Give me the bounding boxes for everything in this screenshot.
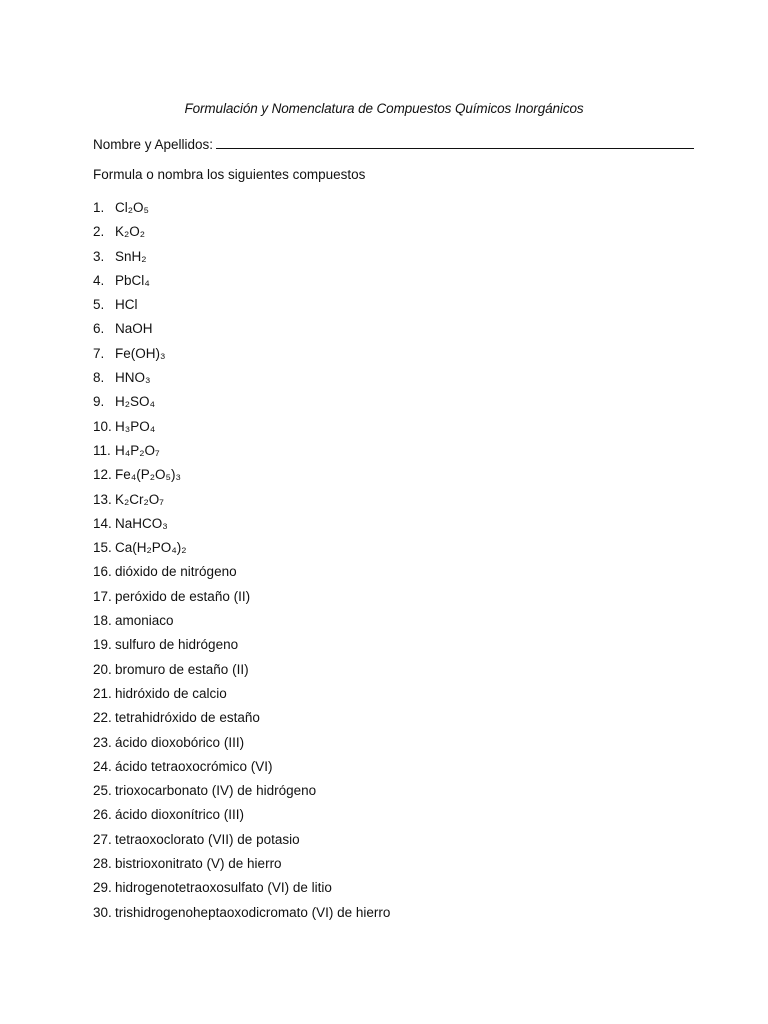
instruction-text: Formula o nombra los siguientes compuestos [93,167,366,182]
item-text: hidrogenotetraoxosulfato (VI) de litio [115,880,332,896]
item-text: Ca(H₂PO₄)₂ [115,540,187,556]
list-item [93,467,390,491]
item-text: HCl [115,297,138,313]
item-text: dióxido de nitrógeno [115,564,237,580]
list-item [93,589,390,613]
item-number: 4. [93,272,105,288]
list-item [93,273,390,297]
item-number: 25. [93,783,112,799]
item-text: Fe(OH)₃ [115,345,166,361]
list-item [93,200,390,224]
item-text: tetrahidróxido de estaño [115,710,260,726]
item-number: 21. [93,685,112,701]
item-text: ácido dioxobórico (III) [115,734,245,750]
list-item [93,613,390,637]
item-number: 2. [93,224,105,240]
item-number: 16. [93,564,112,580]
list-item [93,370,390,394]
list-item [93,540,390,564]
list-item [93,443,390,467]
item-number: 8. [93,370,105,386]
item-number: 26. [93,807,112,823]
list-item [93,832,390,856]
item-number: 18. [93,613,112,629]
item-number: 17. [93,588,112,604]
list-item [93,321,390,345]
item-text: ácido dioxonítrico (III) [115,807,245,823]
list-item [93,880,390,904]
compound-list [93,200,390,929]
item-text: SnH₂ [115,248,147,264]
item-number: 23. [93,734,112,750]
item-text: trishidrogenoheptaoxodicromato (VI) de hierro [115,904,391,920]
item-text: tetraoxoclorato (VII) de potasio [115,831,300,847]
item-text: K₂O₂ [115,224,145,240]
list-item [93,735,390,759]
item-number: 30. [93,904,112,920]
item-text: Cl₂O₅ [115,200,149,215]
item-text: sulfuro de hidrógeno [115,637,239,653]
item-text: NaHCO₃ [115,515,168,531]
item-number: 19. [93,637,112,653]
item-number: 27. [93,831,112,847]
list-item [93,662,390,686]
list-item [93,516,390,540]
item-text: HNO₃ [115,370,151,386]
list-item [93,224,390,248]
list-item [93,637,390,661]
item-text: peróxido de estaño (II) [115,588,251,604]
item-number: 28. [93,856,112,872]
item-number: 24. [93,758,112,774]
name-label: Nombre y Apellidos: [93,137,214,152]
item-number: 22. [93,710,112,726]
item-number: 3. [93,248,105,264]
list-item [93,759,390,783]
list-item [93,686,390,710]
list-item [93,783,390,807]
name-field-row [93,135,694,152]
item-number: 10. [93,418,112,434]
list-item [93,856,390,880]
list-item [93,394,390,418]
item-text: amoniaco [115,613,174,629]
name-blank-line [216,135,694,149]
item-text: bistrioxonitrato (V) de hierro [115,856,282,872]
item-number: 29. [93,880,112,896]
item-number: 6. [93,321,105,337]
list-item [93,710,390,734]
item-text: K₂Cr₂O₇ [115,491,164,507]
list-item [93,807,390,831]
list-item [93,419,390,443]
item-text: bromuro de estaño (II) [115,661,249,677]
item-text: ácido tetraoxocrómico (VI) [115,758,273,774]
item-number: 15. [93,540,112,556]
item-number: 14. [93,515,112,531]
list-item [93,905,390,929]
item-number: 20. [93,661,112,677]
item-text: Fe₄(P₂O₅)₃ [115,467,181,483]
item-text: NaOH [115,321,153,337]
item-number: 7. [93,345,105,361]
item-text: trioxocarbonato (IV) de hidrógeno [115,783,317,799]
item-number: 12. [93,467,112,483]
item-number: 9. [93,394,105,410]
item-number: 5. [93,297,105,313]
item-number: 11. [93,442,111,458]
item-text: H₄P₂O₇ [115,442,160,458]
item-text: H₃PO₄ [115,418,156,434]
item-number: 13. [93,491,112,507]
item-number: 1. [93,200,105,215]
list-item [93,249,390,273]
item-text: H₂SO₄ [115,394,156,410]
list-item [93,492,390,516]
list-item [93,564,390,588]
document-title: Formulación y Nomenclatura de Compuestos Químicos Inorgánicos [184,101,584,116]
list-item [93,297,390,321]
item-text: hidróxido de calcio [115,685,227,701]
list-item [93,346,390,370]
item-text: PbCl₄ [115,272,150,288]
